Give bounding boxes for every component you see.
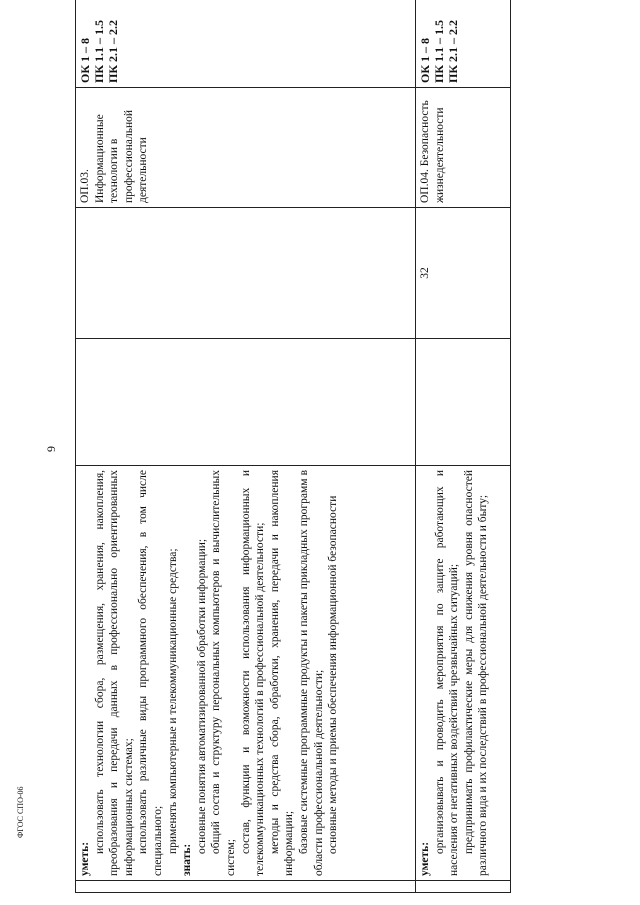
content-line: организовывать и проводить мероприятия по защите работающих и населения от негативных воздействий чрезвычайных ситуаций; [433, 470, 461, 876]
content-line: использовать технологии сбора, размещения, хранения, накопления, преобразования и передачи данных в профессионально ориентированных информационных системах; [93, 470, 135, 876]
discipline-cell: ОП.03. Информационные технологии в профессиональной деятельности [76, 88, 416, 208]
content-line: знать: [181, 843, 194, 876]
page-number: 9 [44, 446, 58, 452]
competency-item: ПК 2.1 – 2.2 [446, 19, 460, 83]
content-cell [416, 466, 511, 881]
content-cell [76, 466, 416, 881]
index-cell [416, 881, 511, 893]
competency-item: ОК 1 – 8 [78, 37, 92, 83]
curriculum-table [75, 0, 511, 893]
index-cell [76, 881, 416, 893]
content-line: применять компьютерные и телекоммуникационные средства; [166, 548, 179, 854]
content-line: уметь: [79, 841, 91, 876]
competency-item: ПК 1.1 – 1.5 [432, 19, 446, 83]
content-line: общий состав и структуру персональных компьютеров и вычислительных систем; [210, 470, 237, 876]
content-line: основные методы и приемы обеспечения информационной безопасности [327, 495, 340, 854]
max-hours-cell [76, 339, 416, 466]
footer-code: ФГОС СПО-06 [16, 786, 25, 838]
rotated-table-wrapper [75, 19, 510, 893]
table-row [76, 0, 416, 893]
content-line: методы и средства сбора, обработки, хранения, передачи и накопления информации; [268, 470, 296, 876]
content-line: предпринимать профилактические меры для снижения уровня опасностей различного вида и их последствий в профессиональной деятельности и быту; [462, 470, 490, 876]
content-line: основные понятия автоматизированной обработки информации; [195, 538, 208, 854]
discipline-cell: ОП.04. Безопасность жизнедеятельности [416, 88, 511, 208]
competencies-cell [76, 0, 416, 88]
competencies-cell [416, 0, 511, 88]
table-row [416, 0, 511, 893]
competency-item: ПК 1.1 – 1.5 [92, 19, 106, 83]
content-line: состав, функции и возможности использования информационных и телекоммуникационных технологий в профессиональной деятельности; [239, 470, 267, 876]
content-line: базовые системные программные продукты и пакеты прикладных программ в области профессиональной деятельности; [297, 470, 325, 876]
content-line: уметь: [419, 841, 431, 876]
max-hours-cell [416, 339, 511, 466]
competency-item: ПК 2.1 – 2.2 [106, 19, 120, 83]
hours-cell: 32 [416, 208, 511, 339]
competency-item: ОК 1 – 8 [418, 37, 432, 83]
content-line: использовать различные виды программного обеспечения, в том числе специального; [137, 470, 164, 876]
hours-cell [76, 208, 416, 339]
